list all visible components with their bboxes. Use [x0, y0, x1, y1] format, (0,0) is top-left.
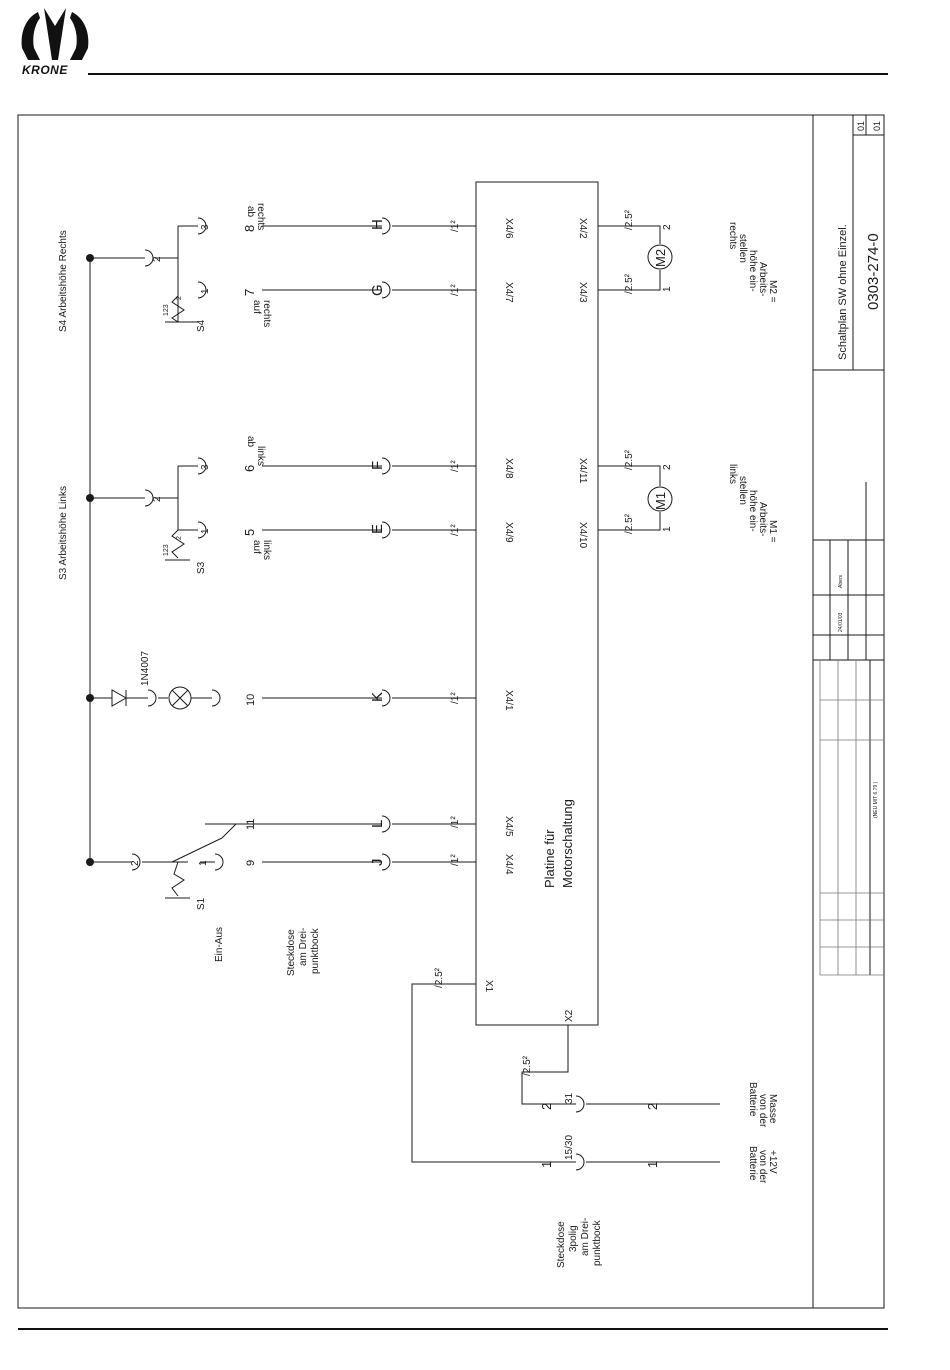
wire-F: F	[369, 460, 386, 470]
wire-H: H	[369, 219, 386, 230]
motor-m1-pin: 1	[662, 526, 673, 532]
wire-section: /1²	[450, 692, 461, 704]
board-label: Platine für	[542, 829, 557, 888]
date-cell: 24/01/03	[838, 612, 844, 632]
label-s3-c2: 2	[152, 496, 163, 502]
wire-section: /1²	[450, 816, 461, 828]
terminal-X4-9: X4/9	[503, 522, 514, 543]
pin-9: 9	[245, 859, 257, 866]
pin-5: 5	[242, 528, 257, 536]
terminal-X2: X2	[564, 1009, 575, 1022]
label-s3-title: S3 Arbeitshöhe Links	[58, 486, 69, 580]
motor-board	[476, 182, 598, 1025]
supply-masse-desc: Masse	[767, 1094, 778, 1124]
motor-m1-desc: Arbeits-	[757, 502, 768, 537]
diode-lamp-branch	[90, 687, 220, 709]
terminal-X4-8: X4/8	[503, 458, 514, 479]
motor-m2-label: M2	[653, 248, 668, 267]
brand-wordmark: KRONE	[22, 63, 68, 77]
wire-L: L	[369, 819, 386, 828]
switch-s3	[90, 458, 206, 560]
wire-section: /1²	[450, 460, 461, 472]
pin-label: rechts	[261, 300, 272, 328]
terminal-X4-2: X4/2	[577, 218, 588, 239]
supply-plus-desc: von der	[757, 1150, 768, 1184]
supply-masse-desc: von der	[757, 1094, 768, 1128]
pin-10: 10	[245, 693, 257, 706]
board-label: Motorschaltung	[560, 799, 575, 888]
label-s3-c2a: 2	[176, 536, 183, 540]
pin-label: ab	[245, 206, 256, 218]
motor-m2-desc: rechts	[727, 222, 738, 250]
terminal-X4-3: X4/3	[577, 282, 588, 303]
power-pin: 2	[645, 1102, 660, 1110]
supply-masse-desc: Batterie	[747, 1082, 758, 1117]
pin-label: links	[255, 446, 266, 467]
label-diode: 1N4007	[140, 650, 151, 686]
motor-m1-desc: stellen	[737, 476, 748, 505]
wire-K: K	[369, 691, 386, 702]
pin-label: rechts	[255, 203, 266, 231]
wire-G: G	[369, 284, 386, 296]
terminal-15-30: 15/30	[564, 1134, 575, 1160]
wire-section: /2.5²	[624, 513, 635, 534]
label-s1-c2: 2	[130, 860, 141, 866]
pin-label: ab	[245, 436, 256, 448]
terminal-X4-11: X4/11	[577, 458, 588, 484]
motor-m1-desc: höhe ein-	[747, 490, 758, 532]
motor-m2-desc: höhe ein-	[747, 250, 758, 292]
label-s4-c1: 1	[200, 288, 211, 294]
author-cell: Abers	[838, 574, 844, 588]
terminal-X4-6: X4/6	[503, 218, 514, 239]
terminal-X4-10: X4/10	[577, 522, 588, 549]
supply-plus-desc: Batterie	[747, 1146, 758, 1181]
socket3-desc: punktbock	[592, 1220, 603, 1266]
label-s4-c2: 2	[152, 256, 163, 262]
terminal-X4-1: X4/1	[503, 690, 514, 711]
wire-section: /2.5²	[624, 273, 635, 294]
motor-m1-pin: 2	[662, 464, 673, 470]
motor-m2-pin: 1	[662, 286, 673, 292]
socket-desc: punktbock	[310, 928, 321, 974]
motor-m1-label: M1	[653, 491, 668, 510]
motor-m2-pin: 2	[662, 224, 673, 230]
pin-6: 6	[242, 464, 257, 472]
motor-m2-desc: M2 =	[767, 280, 778, 303]
sheet-count: 01	[872, 120, 882, 131]
power-pin: 1	[539, 1160, 554, 1168]
wire-section: /2.5²	[624, 449, 635, 470]
pin-8: 8	[242, 224, 257, 232]
switch-s1	[90, 824, 236, 898]
label-s1-desc: Ein-Aus	[214, 926, 225, 962]
socket-desc: am Drei-	[298, 927, 309, 966]
socket-desc: Steckdose	[286, 929, 297, 976]
wire-section: /2.5²	[522, 1055, 533, 1076]
wire-section: /1²	[450, 524, 461, 536]
label-s1-c1: 1	[198, 860, 209, 866]
label-s3-c1: 1	[200, 528, 211, 534]
revision-note: (NEU MIT 6.79 )	[873, 781, 879, 818]
wire-section: /1²	[450, 854, 461, 866]
supply-plus-desc: +12V	[767, 1150, 778, 1174]
wire-section: /1²	[450, 284, 461, 296]
switch-s4	[90, 218, 206, 322]
wire-J: J	[369, 858, 386, 866]
terminal-X1: X1	[483, 980, 494, 993]
label-s4-tag: S4	[196, 319, 207, 332]
label-s4-c2a: 2	[176, 296, 183, 300]
label-s1-tag: S1	[196, 897, 207, 910]
label-s4-pos: 123	[163, 304, 170, 316]
motor-m2-desc: stellen	[737, 234, 748, 263]
label-s3-c3: 3	[200, 464, 211, 470]
pin-11: 11	[245, 818, 257, 830]
power-pin: 2	[539, 1102, 554, 1110]
wire-E: E	[369, 523, 386, 534]
label-s4-title: S4 Arbeitshöhe Rechts	[58, 230, 69, 332]
socket3-desc: am Drei-	[580, 1217, 591, 1256]
label-s3-pos: 123	[163, 544, 170, 556]
pin-label: links	[261, 540, 272, 561]
terminal-31: 31	[564, 1092, 575, 1104]
drawing-number: 0303-274-0	[865, 233, 882, 310]
motor-m1-desc: M1 =	[767, 520, 778, 543]
motor-m2-desc: Arbeits-	[757, 262, 768, 297]
pin-7: 7	[242, 288, 257, 296]
terminal-X4-7: X4/7	[503, 282, 514, 303]
socket3-desc: 3polig	[568, 1225, 579, 1252]
power-pin: 1	[645, 1160, 660, 1168]
wire-section: /2.5²	[434, 967, 445, 988]
label-s3-tag: S3	[196, 561, 207, 574]
wire-section: /2.5²	[624, 209, 635, 230]
terminal-X4-4: X4/4	[503, 854, 514, 875]
sheet-number: 01	[856, 120, 866, 131]
terminal-X4-5: X4/5	[503, 816, 514, 837]
motor-m1-desc: links	[727, 464, 738, 485]
label-s4-c3: 3	[200, 224, 211, 230]
pin-label: auf	[251, 300, 262, 314]
socket3-desc: Steckdose	[556, 1221, 567, 1268]
wire-section: /1²	[450, 220, 461, 232]
title-text: Schaltplan SW ohne Einzel.	[837, 224, 849, 360]
pin-label: auf	[251, 540, 262, 554]
